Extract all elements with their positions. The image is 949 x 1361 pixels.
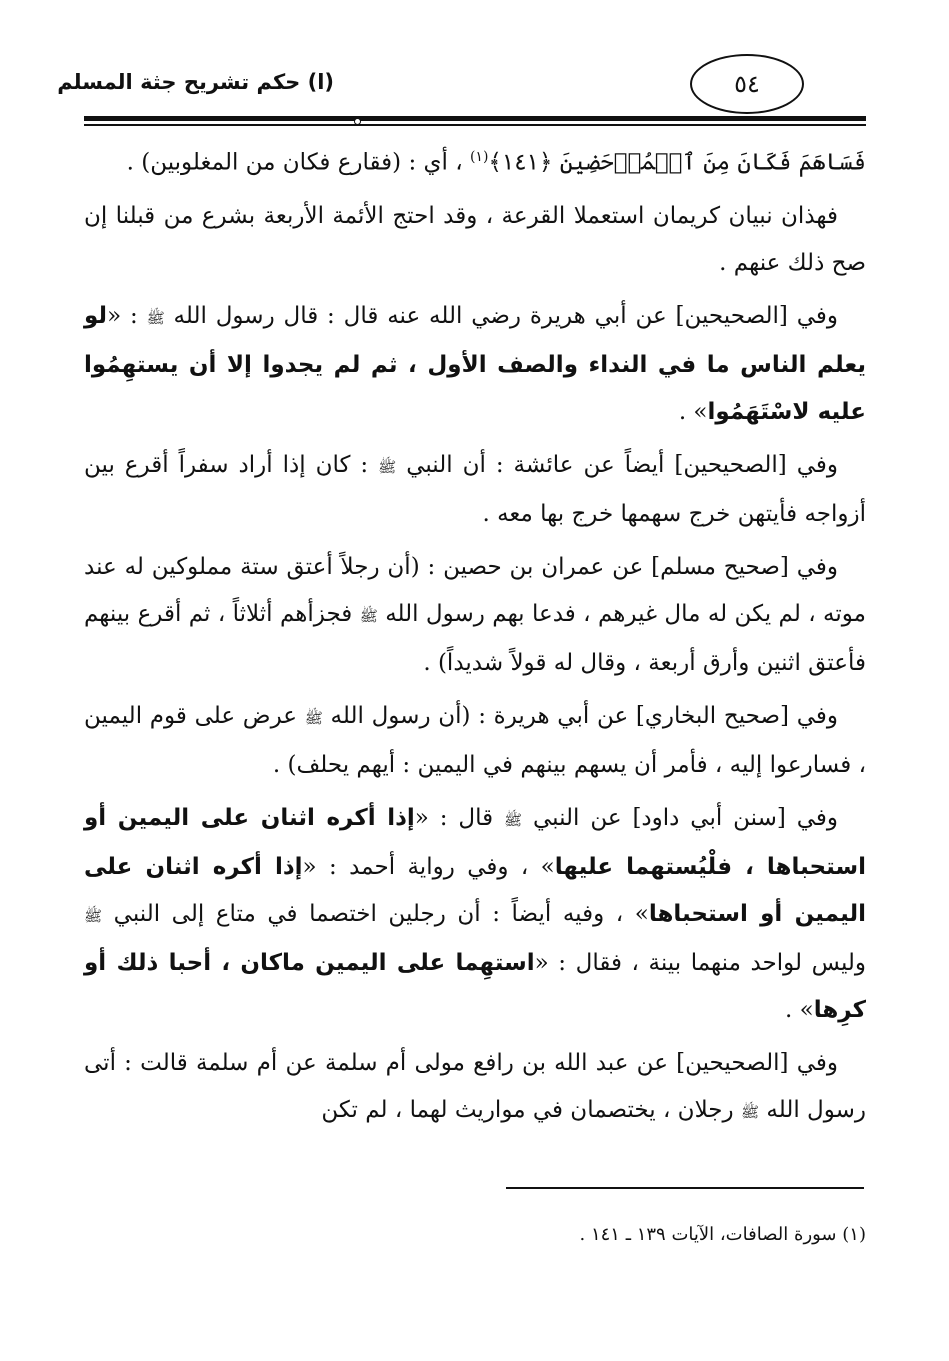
text-run: وفي [الصحيحين] أيضاً عن عائشة : أن النبي — [396, 451, 838, 478]
text-run: وفي [سنن أبي داود] عن النبي — [522, 804, 838, 831]
page-header — [57, 54, 866, 122]
honorific-glyph: ﷺ — [740, 1102, 760, 1121]
text-run: وفي [الصحيحين] عن عبد الله بن رافع مولى أم سلمة عن أم سلمة قالت : أتى رسول الله — [84, 1049, 866, 1123]
text-run: قال : « — [414, 804, 504, 831]
text-run: وفي [صحيح مسلم] عن عمران بن حصين : (أن رجلاً أعتق ستة مملوكين له عند موته ، لم يكن له مال غيرهم ، فدعا بهم رسول الله — [84, 553, 866, 627]
text-run: » . — [785, 996, 814, 1023]
text-run: » ، وفي رواية أحمد : « — [302, 853, 555, 880]
text-run: ، أي : (فقارع فكان من المغلوبين) . — [126, 149, 470, 176]
text-run: : « — [107, 302, 147, 329]
paragraph — [84, 795, 866, 1034]
honorific-glyph: ﷺ — [359, 606, 378, 625]
paragraph — [84, 293, 866, 436]
header-rule-thick — [84, 116, 866, 121]
text-run: فهذان نبيان كريمان استعملا القرعة ، وقد احتج الأئمة الأربعة بشرع من قبلنا إن صح ذلك عنهم . — [84, 202, 866, 276]
hadith-quote: إذا أكره اثنان على اليمين أو استحباها ، فلْيُستهما عليها — [84, 804, 866, 880]
body-text — [84, 134, 866, 1142]
text-run: وفي [الصحيحين] عن أبي هريرة رضي الله عنه قال : قال رسول الله — [164, 302, 838, 329]
paragraph — [84, 134, 866, 187]
honorific-glyph: ﷺ — [84, 906, 103, 925]
honorific-glyph: ﷺ — [146, 308, 165, 327]
text-run: » ، وفيه أيضاً : أن رجلين اختصما في متاع إلى النبي — [102, 900, 649, 927]
text-run: عرض على قوم اليمين ، فسارعوا إليه ، فأمر أن يسهم بينهم في اليمين : أيهم يحلف) . — [84, 702, 866, 778]
paragraph — [84, 544, 866, 687]
header-rule-thin — [84, 124, 866, 126]
chapter-title: (ا) حكم تشريح جثة المسلم — [57, 70, 334, 94]
text-run: فجزأهم أثلاثاً ، ثم أقرع بينهم فأعتق اثنين وأرق أربعة ، وقال له قولاً شديداً) . — [84, 600, 866, 676]
text-run: : كان إذا أراد سفراً أقرع بين أزواجه فأيتهن خرج سهمها خرج بها معه . — [84, 451, 866, 527]
header-rule-dot — [354, 118, 361, 125]
footnote-text: سورة الصافات، الآيات ١٣٩ ـ ١٤١ . — [579, 1224, 837, 1245]
honorific-glyph: ﷺ — [378, 457, 397, 476]
footnote-rule — [506, 1187, 864, 1189]
text-run: وفي [صحيح البخاري] عن أبي هريرة : (أن رسول الله — [322, 702, 838, 729]
footnote — [84, 1224, 866, 1245]
footnote-marker: (١) — [842, 1224, 866, 1245]
footnote-ref: (١) — [469, 149, 489, 165]
honorific-glyph: ﷺ — [304, 708, 323, 727]
hadith-quote: إذا أكره اثنان على اليمين أو استحباها — [84, 853, 866, 927]
honorific-glyph: ﷺ — [503, 810, 523, 829]
text-run: رجلان ، يختصمان في مواريث لهما ، لم تكن — [321, 1096, 741, 1123]
paragraph — [84, 693, 866, 789]
text-run: فَسَاهَمَ فَكَانَ مِنَ ٱلۡمُدۡحَضِينَ ﴿١٤١﴾ — [488, 149, 866, 176]
paragraph — [84, 193, 866, 287]
hadith-quote: استهِما على اليمين ماكان ، أحبا ذلك أو كرِها — [84, 949, 866, 1023]
text-run: » . — [678, 398, 708, 425]
paragraph — [84, 442, 866, 538]
paragraph — [84, 1040, 866, 1136]
hadith-quote: لو يعلم الناس ما في النداء والصف الأول ، ثم لم يجدوا إلا أن يستهِمُوا عليه لاسْتَهَمُوا — [84, 302, 866, 425]
text-run: وليس لواحد منهما بينة ، فقال : « — [534, 949, 866, 976]
page-number: ٥٤ — [690, 54, 804, 114]
